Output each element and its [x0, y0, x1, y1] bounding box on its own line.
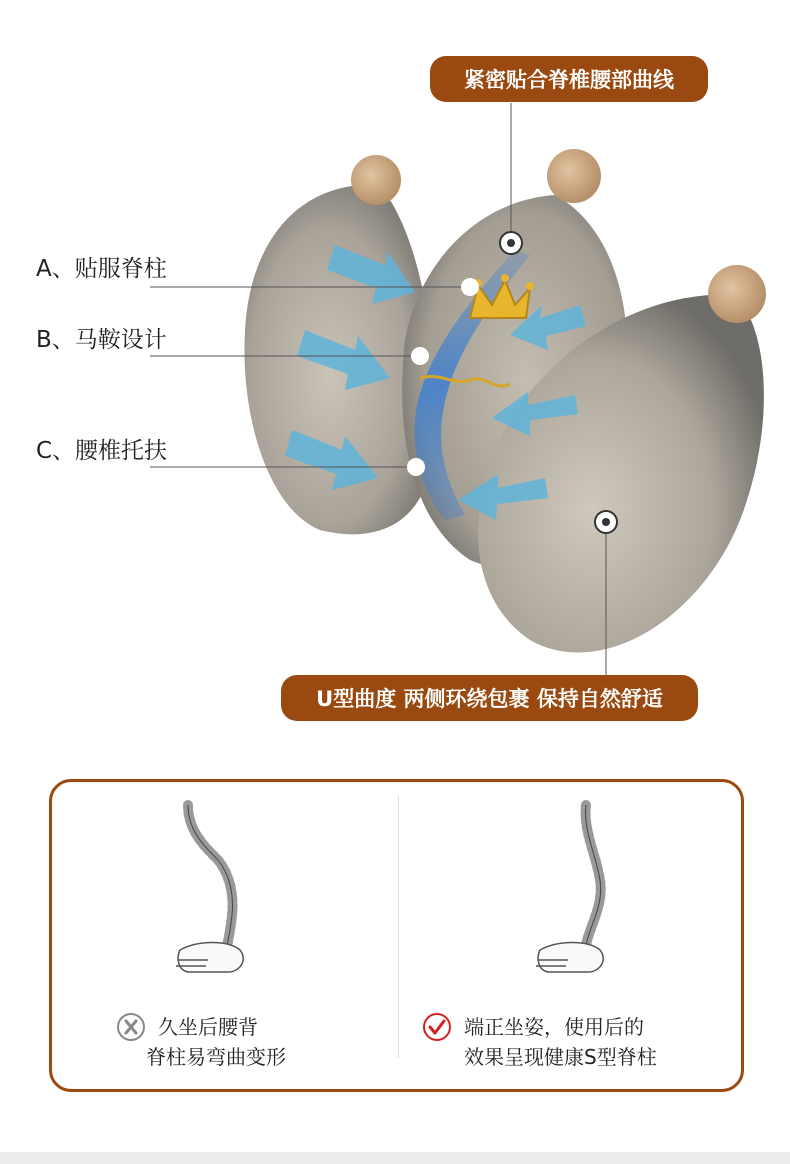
knob-left — [351, 155, 401, 205]
comparison-divider — [398, 796, 399, 1058]
check-circle-icon — [422, 1012, 452, 1042]
callout-top: 紧密贴合脊椎腰部曲线 — [430, 56, 708, 102]
caption-good-line2: 效果呈现健康S型脊柱 — [464, 1045, 657, 1069]
curved-spine-illustration — [168, 800, 258, 985]
feature-label-c: C、腰椎托扶 — [36, 438, 168, 464]
caption-good-posture — [422, 1012, 732, 1072]
callout-bottom: U型曲度 两侧环绕包裹 保持自然舒适 — [281, 675, 698, 721]
knob-middle — [547, 149, 601, 203]
feature-label-a: A、贴服脊柱 — [36, 256, 167, 282]
caption-bad-line2: 脊柱易弯曲变形 — [146, 1045, 286, 1069]
caption-good-line1: 端正坐姿，使用后的 — [464, 1015, 644, 1039]
bottom-band — [0, 1152, 790, 1164]
knob-right — [708, 265, 766, 323]
caption-bad-line1: 久坐后腰背 — [158, 1015, 258, 1039]
x-circle-icon — [116, 1012, 146, 1042]
s-shaped-spine-illustration — [528, 800, 618, 985]
caption-bad-posture — [116, 1012, 386, 1072]
feature-label-b: B、马鞍设计 — [36, 327, 167, 353]
